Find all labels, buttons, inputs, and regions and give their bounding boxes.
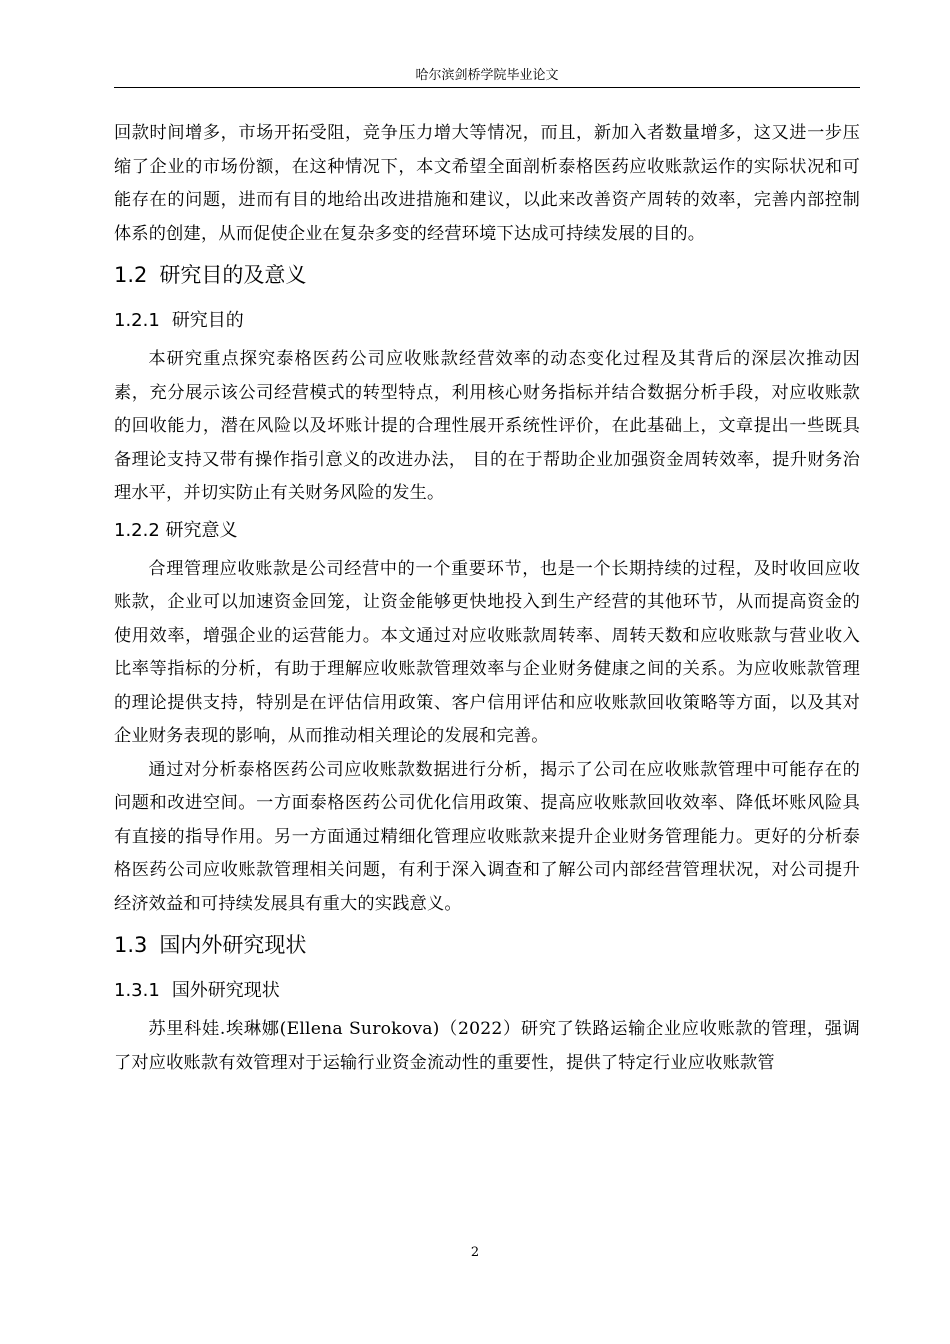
section-title: 国内外研究现状	[159, 933, 307, 957]
section-number: 1.3	[114, 933, 148, 957]
header-rule	[114, 87, 860, 88]
paragraph-research-purpose: 本研究重点探究泰格医药公司应收账款经营效率的动态变化过程及其背后的深层次推动因素，充分展示该公司经营模式的转型特点，利用核心财务指标并结合数据分析手段，对应收账款的回收能力，潜在风险以及坏账计提的合理性展开系统性评价，在此基础上，文章提出一些既具备理论支持又带有操作指引意义的改进办法， 目的在于帮助企业加强资金周转效率，提升财务治理水平，并切实防止有关财务风险的发生。	[114, 349, 860, 503]
section-heading-1-2	[114, 251, 860, 301]
paragraph-research-significance-2: 通过对分析泰格医药公司应收账款数据进行分析，揭示了公司在应收账款管理中可能存在的问题和改进空间。一方面泰格医药公司优化信用政策、提高应收账款回收效率、降低坏账风险具有直接的指导作用。另一方面通过精细化管理应收账款来提升企业财务管理能力。更好的分析泰格医药公司应收账款管理相关问题，有利于深入调查和了解公司内部经营管理状况，对公司提升经济效益和可持续发展具有重大的实践意义。	[114, 759, 860, 914]
running-header: 哈尔滨剑桥学院毕业论文	[415, 68, 559, 83]
subsection-heading-1-3-1	[114, 971, 860, 1013]
subsection-number: 1.3.1	[114, 980, 160, 1001]
subsection-heading-1-2-2: 1.2.2 研究意义	[114, 519, 238, 541]
section-number: 1.2	[114, 263, 148, 287]
paragraph-research-significance-1: 合理管理应收账款是公司经营中的一个重要环节，也是一个长期持续的过程，及时收回应收账款，企业可以加速资金回笼，让资金能够更快地投入到生产经营的其他环节，从而提高资金的使用效率，增强企业的运营能力。本文通过对应收账款周转率、周转天数和应收账款与营业收入比率等指标的分析，有助于理解应收账款管理效率与企业财务健康之间的关系。为应收账款管理的理论提供支持，特别是在评估信用政策、客户信用评估和应收账款回收策略等方面，以及其对企业财务表现的影响，从而推动相关理论的发展和完善。	[114, 558, 860, 746]
page-number: 2	[470, 1245, 480, 1260]
body-content	[114, 117, 860, 1080]
subsection-title: 研究目的	[171, 310, 244, 331]
subsection-number: 1.2.1	[114, 310, 160, 331]
paragraph-continuation: 回款时间增多，市场开拓受阻，竞争压力增大等情况，而且，新加入者数量增多，这又进一步压缩了企业的市场份额，在这种情况下，本文希望全面剖析泰格医药应收账款运作的实际状况和可能存在的问题，进而有目的地给出改进措施和建议，以此来改善资产周转的效率，完善内部控制体系的创建，从而促使企业在复杂多变的经营环境下达成可持续发展的目的。	[114, 123, 860, 244]
section-heading-1-3	[114, 921, 860, 971]
section-title: 研究目的及意义	[159, 263, 307, 287]
paragraph-foreign-research: 苏里科娃.埃琳娜(Ellena Surokova)（2022）研究了铁路运输企业应收账款的管理，强调了对应收账款有效管理对于运输行业资金流动性的重要性，提供了特定行业应收账款管	[114, 1019, 860, 1073]
subsection-heading-1-2-1	[114, 301, 860, 343]
subsection-title: 国外研究现状	[171, 980, 280, 1001]
